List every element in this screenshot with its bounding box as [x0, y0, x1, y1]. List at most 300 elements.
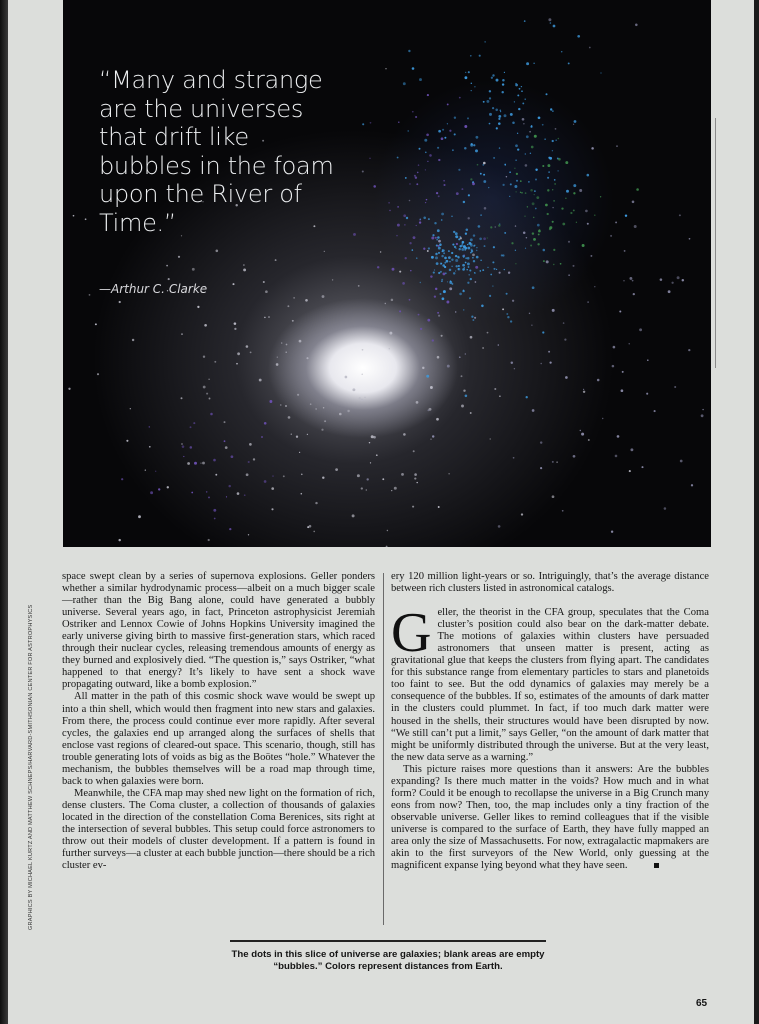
galaxy-dot — [470, 178, 472, 180]
galaxy-dot — [489, 295, 491, 297]
galaxy-dot — [435, 253, 438, 256]
galaxy-dot — [425, 202, 426, 203]
galaxy-dot — [373, 436, 376, 439]
galaxy-dot — [438, 195, 440, 197]
galaxy-dot — [409, 183, 410, 184]
galaxy-dot — [537, 224, 540, 227]
galaxy-dot — [580, 430, 581, 431]
galaxy-dot — [462, 268, 465, 271]
galaxy-dot — [498, 224, 500, 226]
galaxy-dot — [509, 196, 510, 197]
galaxy-dot — [214, 361, 216, 363]
graphics-credit: GRAPHICS BY MICHAEL KURTZ AND MATTHEW SCHNEPS/HARVARD-SMITHSONIAN CENTER FOR ASTROPHYSICS — [28, 604, 34, 930]
galaxy-dot — [444, 137, 446, 139]
galaxy-dot — [366, 489, 367, 490]
galaxy-dot — [426, 375, 429, 378]
galaxy-dot — [291, 434, 292, 435]
galaxy-dot — [502, 83, 504, 85]
galaxy-dot — [420, 328, 422, 330]
galaxy-dot — [248, 534, 249, 535]
galaxy-dot — [436, 192, 438, 194]
galaxy-dot — [492, 285, 493, 286]
galaxy-dot — [285, 352, 286, 353]
galaxy-dot — [511, 242, 513, 244]
galaxy-dot — [414, 473, 417, 476]
galaxy-dot — [149, 446, 151, 448]
galaxy-dot — [397, 157, 399, 159]
galaxy-dot — [271, 487, 274, 490]
galaxy-dot — [547, 177, 549, 179]
galaxy-dot — [565, 161, 568, 164]
galaxy-dot — [402, 282, 405, 285]
galaxy-dot — [498, 344, 500, 346]
galaxy-dot — [483, 174, 485, 176]
galaxy-dot — [438, 506, 440, 508]
galaxy-dot — [455, 255, 457, 257]
galaxy-dot — [625, 214, 627, 216]
galaxy-dot — [414, 478, 416, 480]
galaxy-dot — [476, 136, 479, 139]
galaxy-dot — [621, 389, 624, 392]
galaxy-dot — [357, 474, 360, 477]
galaxy-dot — [677, 276, 680, 279]
galaxy-dot — [526, 135, 529, 138]
galaxy-dot — [519, 88, 521, 90]
galaxy-dot — [515, 83, 516, 84]
galaxy-dot — [430, 438, 431, 439]
galaxy-dot — [548, 351, 550, 353]
galaxy-dot — [447, 123, 448, 124]
galaxy-dot — [484, 245, 486, 247]
galaxy-dot — [425, 152, 427, 154]
galaxy-dot — [636, 188, 639, 191]
galaxy-dot — [287, 305, 289, 307]
right-column — [391, 571, 709, 872]
galaxy-dot — [504, 114, 507, 117]
galaxy-dot — [459, 356, 461, 358]
galaxy-dot — [370, 122, 372, 124]
galaxy-dot — [436, 418, 439, 421]
galaxy-dot — [561, 51, 562, 52]
galaxy-dot — [448, 473, 449, 474]
galaxy-dot — [533, 63, 534, 64]
galaxy-dot — [386, 546, 388, 547]
galaxy-dot — [204, 324, 207, 327]
galaxy-dot — [277, 357, 278, 358]
galaxy-dot — [427, 94, 429, 96]
galaxy-dot — [496, 79, 499, 82]
galaxy-dot — [461, 405, 464, 408]
galaxy-dot — [441, 279, 443, 281]
galaxy-dot — [530, 153, 531, 154]
galaxy-dot — [442, 249, 444, 251]
galaxy-dot — [226, 496, 227, 497]
galaxy-dot — [513, 457, 515, 459]
galaxy-dot — [556, 461, 558, 463]
galaxy-dot — [480, 173, 482, 175]
galaxy-dot — [315, 502, 317, 504]
galaxy-dot — [525, 192, 527, 194]
galaxy-dot — [512, 300, 514, 302]
galaxy-dot — [516, 180, 518, 182]
galaxy-dot — [540, 441, 542, 443]
galaxy-dot — [483, 101, 485, 103]
galaxy-dot — [454, 133, 456, 135]
galaxy-dot — [448, 256, 451, 259]
galaxy-dot — [581, 433, 584, 436]
galaxy-dot — [633, 293, 635, 295]
galaxy-dot — [449, 261, 451, 263]
paragraph: space swept clean by a series of supernova explosions. Geller ponders whether a similar hydrodynamic process—albeit on a much bigger scale—rather than the Big Bang alone, could have generated a bubbly universe. Several years ago, in fact, Princeton astrophysicist Jeremiah Ostriker and Lennox Cowie of Johns Hopkins University imagined the early universe giving birth to massive first-generation stars, which raced through their nuclear cycles, releasing tremendous amounts of energy as they burned and explosively died. “The question is,” says Ostriker, “what happened to that energy? It’s likely to have sent a shock wave propagating outward, like a bomb explosion.” — [62, 571, 375, 691]
galaxy-dot — [557, 170, 558, 171]
galaxy-dot — [264, 480, 267, 483]
galaxy-dot — [490, 226, 492, 228]
galaxy-dot — [472, 319, 474, 321]
galaxy-dot — [552, 207, 553, 208]
galaxy-dot — [565, 376, 568, 379]
galaxy-dot — [499, 272, 501, 274]
galaxy-dot — [181, 397, 183, 399]
galaxy-dot — [671, 282, 673, 284]
galaxy-dot — [482, 347, 484, 349]
galaxy-dot — [190, 426, 192, 428]
galaxy-dot — [264, 317, 266, 319]
galaxy-dot — [562, 510, 564, 512]
galaxy-dot — [447, 103, 449, 105]
galaxy-dot — [443, 252, 445, 254]
galaxy-dot — [178, 256, 180, 258]
galaxy-dot — [560, 263, 562, 265]
galaxy-dot — [629, 470, 631, 472]
galaxy-dot — [471, 250, 473, 252]
galaxy-dot — [483, 162, 486, 165]
galaxy-dot — [416, 225, 417, 226]
galaxy-dot — [629, 343, 630, 344]
galaxy-dot — [646, 393, 648, 395]
galaxy-dot — [468, 217, 470, 219]
galaxy-dot — [455, 232, 458, 235]
galaxy-dot — [583, 391, 585, 393]
galaxy-dot — [522, 118, 525, 121]
galaxy-dot — [288, 416, 291, 419]
galaxy-dot — [554, 179, 556, 181]
galaxy-dot — [587, 301, 588, 302]
galaxy-dot — [423, 248, 425, 250]
galaxy-dot — [540, 467, 542, 469]
galaxy-dot — [555, 139, 557, 141]
galaxy-dot — [366, 478, 368, 480]
galaxy-dot — [568, 274, 570, 276]
galaxy-dot — [555, 128, 557, 130]
galaxy-dot — [491, 77, 493, 79]
galaxy-dot — [468, 71, 470, 73]
galaxy-dot — [243, 268, 246, 271]
galaxy-dot — [429, 154, 432, 157]
drop-cap: G — [391, 602, 432, 665]
galaxy-dot — [537, 243, 539, 245]
galaxy-dot — [624, 250, 626, 252]
galaxy-dot — [463, 309, 465, 311]
galaxy-dot — [573, 209, 575, 211]
galaxy-dot — [520, 192, 521, 193]
galaxy-dot — [612, 365, 615, 368]
galaxy-dot — [532, 202, 535, 205]
galaxy-dot — [391, 299, 394, 302]
galaxy-dot — [566, 190, 569, 193]
galaxy-dot — [441, 213, 444, 216]
galaxy-dot — [68, 388, 70, 390]
galaxy-dot — [518, 108, 520, 110]
galaxy-dot — [399, 310, 401, 312]
galaxy-dot — [501, 254, 503, 256]
galaxy-dot — [436, 262, 439, 265]
galaxy-dot — [206, 491, 208, 493]
galaxy-dot — [466, 269, 467, 270]
galaxy-dot — [437, 245, 439, 247]
galaxy-dot — [476, 247, 478, 249]
galaxy-dot — [521, 192, 523, 194]
galaxy-dot — [456, 243, 458, 245]
galaxy-dot — [414, 175, 416, 177]
galaxy-dot — [515, 144, 518, 147]
galaxy-dot — [508, 272, 510, 274]
galaxy-dot — [533, 238, 536, 241]
galaxy-dot — [525, 99, 526, 100]
galaxy-dot — [430, 275, 432, 277]
galaxy-dot — [416, 183, 418, 185]
galaxy-dot — [553, 200, 555, 202]
galaxy-dot — [182, 445, 185, 448]
galaxy-dot — [441, 281, 443, 283]
galaxy-dot — [449, 287, 452, 290]
galaxy-dot — [495, 109, 498, 112]
galaxy-dot — [553, 264, 554, 265]
galaxy-dot — [549, 157, 552, 160]
galaxy-dot — [516, 173, 518, 175]
galaxy-dot — [484, 207, 487, 210]
galaxy-dot — [573, 455, 576, 458]
galaxy-dot — [455, 311, 456, 312]
galaxy-dot — [249, 443, 252, 446]
galaxy-dot — [438, 247, 441, 250]
galaxy-dot — [535, 178, 537, 180]
galaxy-dot — [536, 196, 539, 199]
galaxy-dot — [322, 295, 325, 298]
galaxy-dot — [594, 215, 595, 216]
galaxy-dot — [691, 484, 693, 486]
galaxy-dot — [463, 245, 466, 248]
galaxy-dot — [405, 257, 407, 259]
galaxy-dot — [622, 371, 624, 373]
galaxy-dot — [548, 18, 551, 21]
galaxy-dot — [515, 250, 516, 251]
galaxy-dot — [187, 462, 190, 465]
galaxy-dot — [525, 153, 526, 154]
galaxy-dot — [591, 147, 594, 150]
galaxy-dot — [498, 115, 501, 118]
galaxy-dot — [272, 475, 273, 476]
galaxy-dot — [479, 237, 482, 240]
galaxy-dot — [572, 265, 574, 267]
galaxy-dot — [371, 435, 374, 438]
galaxy-dot — [512, 122, 515, 125]
galaxy-dot — [489, 123, 491, 125]
galaxy-dot — [463, 389, 465, 391]
galaxy-dot — [437, 312, 439, 314]
galaxy-dot — [524, 20, 526, 22]
galaxy-dot — [451, 266, 452, 267]
galaxy-dot — [552, 110, 553, 111]
galaxy-dot — [359, 397, 361, 399]
galaxy-dot — [552, 461, 554, 463]
galaxy-dot — [309, 525, 312, 528]
photo-caption: The dots in this slice of universe are galaxies; blank areas are empty “bubbles.” Colors represent distances from Earth. — [231, 949, 545, 972]
galaxy-dot — [483, 180, 486, 183]
left-column — [62, 571, 375, 872]
galaxy-dot — [680, 460, 683, 463]
galaxy-dot — [434, 295, 436, 297]
galaxy-dot — [468, 274, 470, 276]
galaxy-dot — [533, 217, 535, 219]
galaxy-dot — [305, 299, 308, 302]
column-divider — [383, 573, 384, 925]
galaxy-dot — [465, 262, 467, 264]
galaxy-dot — [515, 263, 516, 264]
galaxy-dot — [701, 414, 704, 417]
galaxy-dot — [654, 410, 656, 412]
galaxy-dot — [387, 530, 388, 531]
galaxy-dot — [275, 259, 277, 261]
galaxy-dot — [511, 361, 513, 363]
galaxy-dot — [418, 164, 420, 166]
galaxy-dot — [442, 297, 445, 300]
galaxy-dot — [463, 257, 464, 258]
galaxy-dot — [664, 507, 667, 510]
galaxy-dot — [562, 223, 565, 226]
galaxy-dot — [265, 290, 268, 293]
galaxy-dot — [401, 473, 404, 476]
galaxy-dot — [181, 333, 183, 335]
galaxy-dot — [635, 24, 638, 27]
galaxy-dot — [269, 400, 272, 403]
galaxy-dot — [422, 367, 424, 369]
galaxy-dot — [451, 252, 453, 254]
galaxy-dot — [191, 492, 193, 494]
galaxy-dot — [441, 137, 444, 140]
galaxy-dot — [121, 478, 123, 480]
galaxy-dot — [373, 185, 376, 188]
galaxy-dot — [197, 306, 199, 308]
galaxy-dot — [550, 108, 552, 110]
galaxy-dot — [299, 452, 300, 453]
galaxy-dot — [203, 356, 205, 358]
galaxy-dot — [476, 256, 479, 259]
galaxy-dot — [425, 169, 426, 170]
galaxy-dot — [192, 268, 195, 271]
galaxy-dot — [393, 390, 394, 391]
galaxy-dot — [347, 410, 349, 412]
galaxy-dot — [467, 282, 469, 284]
galaxy-dot — [380, 251, 381, 252]
galaxy-dot — [437, 147, 439, 149]
page-number: 65 — [696, 998, 708, 1009]
galaxy-dot — [526, 62, 529, 65]
galaxy-dot — [540, 363, 542, 365]
galaxy-dot — [594, 286, 595, 287]
galaxy-dot — [459, 248, 461, 250]
galaxy-dot — [339, 413, 342, 416]
galaxy-dot — [487, 237, 488, 238]
galaxy-dot — [459, 97, 461, 99]
galaxy-dot — [463, 254, 465, 256]
galaxy-dot — [532, 409, 535, 412]
galaxy-dot — [523, 123, 524, 124]
galaxy-dot — [529, 313, 530, 314]
galaxy-dot — [293, 297, 294, 298]
galaxy-dot — [464, 147, 467, 150]
galaxy-dot — [702, 409, 703, 410]
galaxy-dot — [611, 530, 613, 532]
galaxy-dot — [487, 332, 489, 334]
galaxy-dot — [385, 303, 386, 304]
galaxy-dot — [285, 405, 287, 407]
galaxy-dot — [426, 133, 429, 136]
galaxy-dot — [484, 41, 485, 42]
galaxy-dot — [190, 446, 193, 449]
galaxy-dot — [406, 217, 408, 219]
galaxy-dot — [634, 225, 637, 228]
galaxy-dot — [89, 294, 91, 296]
galaxy-dot — [517, 94, 519, 96]
galaxy-dot — [216, 250, 219, 253]
galaxy-dot — [510, 183, 512, 185]
galaxy-dot — [443, 180, 445, 182]
quote-attribution: —Arthur C. Clarke — [99, 282, 208, 296]
galaxy-dot — [437, 229, 440, 232]
galaxy-dot — [448, 250, 450, 252]
galaxy-dot — [470, 412, 472, 414]
galaxy-dot — [145, 469, 146, 470]
galaxy-dot — [549, 226, 552, 229]
galaxy-dot — [439, 243, 442, 246]
galaxy-dot — [515, 84, 518, 87]
galaxy-dot — [552, 495, 555, 498]
galaxy-dot — [362, 349, 364, 351]
galaxy-dot — [552, 189, 553, 190]
galaxy-dot — [542, 331, 544, 333]
galaxy-dot — [213, 459, 216, 462]
galaxy-dot — [208, 379, 209, 380]
galaxy-dot — [647, 359, 649, 361]
galaxy-dot — [547, 189, 549, 191]
galaxy-dot — [534, 190, 536, 192]
galaxy-dot — [403, 82, 406, 85]
galaxy-dot — [552, 221, 554, 223]
galaxy-dot — [416, 258, 417, 259]
galaxy-dot — [641, 466, 643, 468]
galaxy-dot — [471, 316, 473, 318]
galaxy-dot — [558, 158, 561, 161]
galaxy-dot — [475, 281, 477, 283]
galaxy-dot — [361, 487, 363, 489]
galaxy-dot — [498, 122, 501, 125]
galaxy-dot — [450, 280, 452, 282]
galaxy-dot — [473, 234, 475, 236]
galaxy-dot — [215, 474, 217, 476]
galaxy-dot — [460, 237, 462, 239]
galaxy-dot — [440, 271, 442, 273]
galaxy-dot — [412, 249, 414, 251]
